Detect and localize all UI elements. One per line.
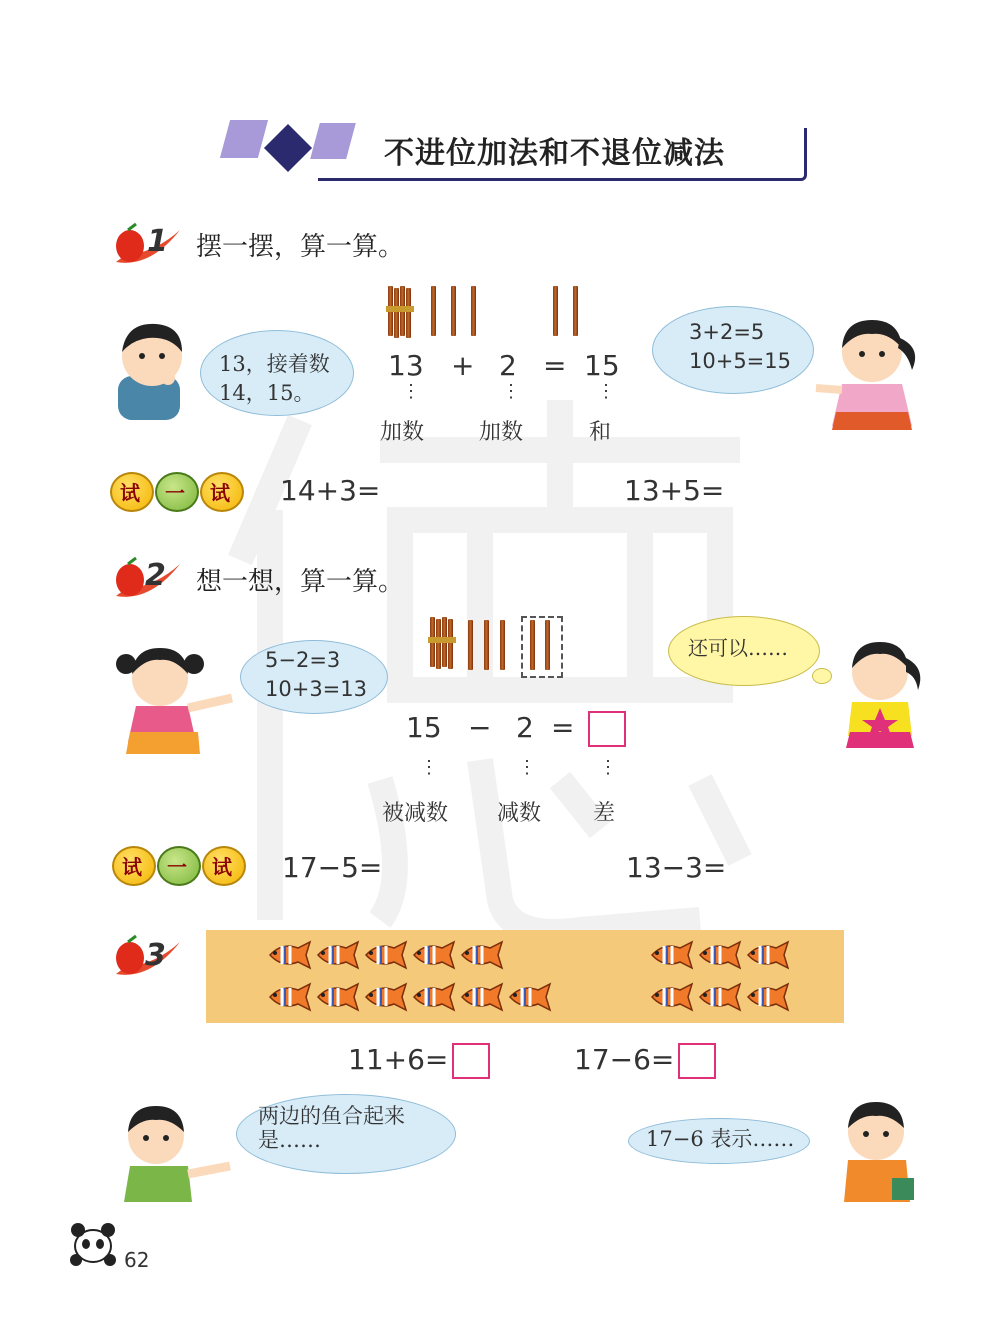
addend-2: 2 bbox=[499, 349, 517, 382]
bubble-text: 17−6 表示…… bbox=[646, 1127, 795, 1151]
header-diamond bbox=[264, 124, 312, 172]
label-addend-1: 加数 bbox=[380, 420, 425, 445]
equals-sign: = bbox=[543, 349, 567, 382]
stick bbox=[484, 620, 489, 670]
bubble-line: 是…… bbox=[258, 1128, 321, 1152]
stick bbox=[431, 286, 436, 336]
stick bbox=[530, 620, 535, 670]
try-char: 试 bbox=[210, 481, 230, 505]
stick bbox=[573, 286, 578, 336]
exercise-1-instruction: 摆一摆，算一算。 bbox=[196, 232, 405, 262]
stick bbox=[545, 620, 550, 670]
stick bbox=[451, 286, 456, 336]
fish-icon bbox=[648, 982, 694, 1012]
bubble-line: 两边的鱼合起来 bbox=[258, 1104, 405, 1128]
dotted-connector: ⋮ bbox=[420, 757, 438, 778]
bubble-line: 5−2=3 bbox=[265, 648, 341, 672]
bubble-line: 10+5=15 bbox=[689, 349, 791, 373]
dotted-connector: ⋮ bbox=[402, 381, 420, 402]
try-char: 试 bbox=[122, 855, 142, 879]
exercise-number-icon bbox=[110, 222, 182, 268]
bubble-text bbox=[258, 1104, 405, 1152]
try-problem: 17−5= bbox=[282, 851, 383, 884]
fish-icon bbox=[744, 940, 790, 970]
stick bbox=[500, 620, 505, 670]
fish-icon bbox=[744, 982, 790, 1012]
try-char: 试 bbox=[120, 481, 140, 505]
try-it-badge bbox=[112, 846, 242, 886]
panda-icon bbox=[68, 1220, 118, 1266]
sum-value: 15 bbox=[584, 349, 620, 382]
try-problem: 14+3= bbox=[280, 474, 381, 507]
crossed-out-sticks-box bbox=[521, 616, 563, 678]
label-addend-2: 加数 bbox=[479, 420, 524, 445]
try-problem: 13+5= bbox=[624, 474, 725, 507]
bubble-line: 14，15。 bbox=[219, 381, 315, 405]
equation-subtract: 17−6= bbox=[574, 1043, 675, 1076]
girl-character-pointing bbox=[812, 308, 927, 433]
fish-icon bbox=[362, 982, 408, 1012]
minuend: 15 bbox=[406, 711, 442, 744]
label-difference: 差 bbox=[593, 801, 616, 826]
try-problem: 13−3= bbox=[626, 851, 727, 884]
page-title: 不进位加法和不退位减法 bbox=[384, 136, 725, 171]
stick bbox=[468, 620, 473, 670]
fish-icon bbox=[266, 982, 312, 1012]
fish-icon bbox=[696, 982, 742, 1012]
try-char: 一 bbox=[167, 855, 187, 879]
fish-icon bbox=[648, 940, 694, 970]
bubble-line: 3+2=5 bbox=[689, 320, 765, 344]
dotted-connector: ⋮ bbox=[502, 381, 520, 402]
minus-sign: − bbox=[468, 711, 492, 744]
fish-icon bbox=[458, 940, 504, 970]
thought-bubble-dot bbox=[812, 668, 832, 684]
dotted-connector: ⋮ bbox=[599, 757, 617, 778]
fish-icon bbox=[506, 982, 552, 1012]
dotted-connector: ⋮ bbox=[518, 757, 536, 778]
dotted-connector: ⋮ bbox=[597, 381, 615, 402]
stick bbox=[553, 286, 558, 336]
try-char: 试 bbox=[212, 855, 232, 879]
subtrahend: 2 bbox=[516, 711, 534, 744]
fish-icon bbox=[362, 940, 408, 970]
bubble-line: 13，接着数 bbox=[219, 352, 330, 376]
fish-icon bbox=[696, 940, 742, 970]
addend-1: 13 bbox=[388, 349, 424, 382]
stick-bundle-ten bbox=[386, 286, 414, 338]
fish-icon bbox=[410, 940, 456, 970]
boy-character-thinking bbox=[108, 312, 198, 422]
boy-character-with-book bbox=[826, 1094, 926, 1206]
equals-sign: = bbox=[551, 711, 575, 744]
girl-character-thinking bbox=[830, 632, 930, 750]
try-it-badge bbox=[110, 472, 240, 512]
answer-box[interactable] bbox=[588, 711, 626, 747]
fish-icon bbox=[266, 940, 312, 970]
exercise-3-number: 3 bbox=[145, 938, 166, 973]
label-sum: 和 bbox=[589, 420, 612, 445]
equation-add: 11+6= bbox=[348, 1043, 449, 1076]
fish-icon bbox=[314, 940, 360, 970]
exercise-1-number: 1 bbox=[147, 224, 168, 259]
exercise-2-instruction: 想一想，算一算。 bbox=[196, 567, 405, 597]
boy-character-pointing bbox=[104, 1096, 236, 1204]
label-minuend: 被减数 bbox=[382, 801, 449, 826]
bubble-text bbox=[689, 318, 791, 376]
exercise-2-number: 2 bbox=[145, 558, 166, 593]
answer-box[interactable] bbox=[452, 1043, 490, 1079]
plus-sign: + bbox=[451, 349, 475, 382]
bubble-text bbox=[265, 646, 367, 704]
stick bbox=[471, 286, 476, 336]
bubble-text: 还可以…… bbox=[688, 636, 788, 660]
header-square-left bbox=[220, 120, 268, 158]
try-char: 一 bbox=[165, 481, 185, 505]
bubble-text bbox=[219, 350, 330, 408]
fish-panel bbox=[206, 930, 844, 1023]
fish-icon bbox=[410, 982, 456, 1012]
bubble-line: 10+3=13 bbox=[265, 677, 367, 701]
fish-icon bbox=[314, 982, 360, 1012]
girl-character-pointing bbox=[108, 636, 238, 756]
fish-icon bbox=[458, 982, 504, 1012]
answer-box[interactable] bbox=[678, 1043, 716, 1079]
page-number: 62 bbox=[124, 1248, 150, 1272]
stick-bundle-ten bbox=[428, 617, 456, 669]
label-subtrahend: 减数 bbox=[497, 801, 542, 826]
